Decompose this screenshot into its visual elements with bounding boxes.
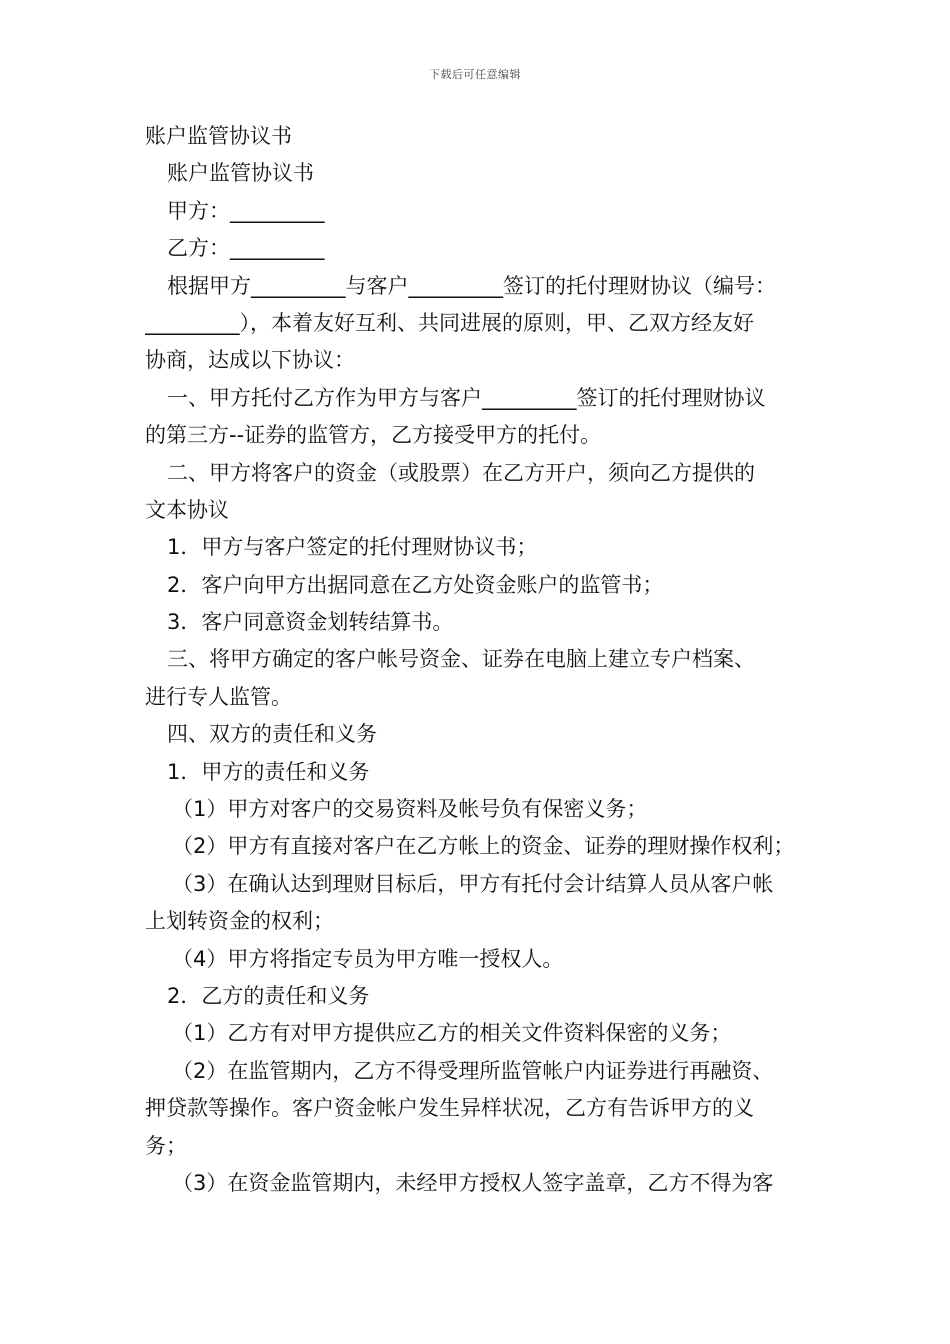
document-title: 账户监管协议书	[145, 124, 292, 148]
list-item: （1）甲方对客户的交易资料及帐号负有保密义务；	[172, 797, 648, 822]
list-item: （4）甲方将指定专员为甲方唯一授权人。	[172, 946, 564, 971]
list-item: （3）在资金监管期内，未经甲方授权人签字盖章，乙方不得为客	[172, 1170, 774, 1195]
section-heading: 1．甲方的责任和义务	[167, 759, 370, 784]
paragraph-line: 的第三方--证券的监管方，乙方接受甲方的托付。	[145, 423, 602, 448]
paragraph-line: 协商，达成以下协议：	[145, 348, 355, 373]
list-item: （3）在确认达到理财目标后，甲方有托付会计结算人员从客户帐	[172, 871, 774, 896]
paragraph-line: 进行专人监管。	[145, 684, 292, 709]
paragraph-line: _________），本着友好互利、共同进展的原则，甲、乙双方经友好	[145, 310, 754, 335]
document-subtitle: 账户监管协议书	[167, 161, 314, 186]
list-item: 2．客户向甲方出据同意在乙方处资金账户的监管书；	[167, 572, 664, 597]
list-item: （2）甲方有直接对客户在乙方帐上的资金、证券的理财操作权利；	[172, 834, 795, 859]
list-item: 1．甲方与客户签定的托付理财协议书；	[167, 535, 538, 560]
list-item: （1）乙方有对甲方提供应乙方的相关文件资料保密的义务；	[172, 1021, 732, 1046]
paragraph-line: 文本协议	[145, 497, 229, 522]
party-b-line: 乙方：_________	[167, 236, 325, 261]
paragraph-line: 上划转资金的权利；	[145, 909, 334, 934]
document-body	[145, 118, 815, 1202]
paragraph-line: 押贷款等操作。客户资金帐户发生异样状况，乙方有告诉甲方的义	[145, 1096, 754, 1121]
party-a-line: 甲方：_________	[167, 198, 325, 223]
list-item: （2）在监管期内，乙方不得受理所监管帐户内证券进行再融资、	[172, 1058, 774, 1083]
section-heading: 2．乙方的责任和义务	[167, 983, 370, 1008]
paragraph-line: 务；	[145, 1133, 187, 1158]
list-item: 3．客户同意资金划转结算书。	[167, 610, 454, 635]
page-header-note: 下载后可任意编辑	[429, 68, 521, 81]
clause-four-heading: 四、双方的责任和义务	[167, 722, 377, 747]
clause-three-line: 三、将甲方确定的客户帐号资金、证券在电脑上建立专户档案、	[167, 647, 755, 672]
clause-two-line: 二、甲方将客户的资金（或股票）在乙方开户，须向乙方提供的	[167, 460, 755, 485]
clause-one-line: 一、甲方托付乙方作为甲方与客户_________签订的托付理财协议	[167, 385, 766, 410]
paragraph-line: 根据甲方_________与客户_________签订的托付理财协议（编号：	[167, 273, 776, 298]
